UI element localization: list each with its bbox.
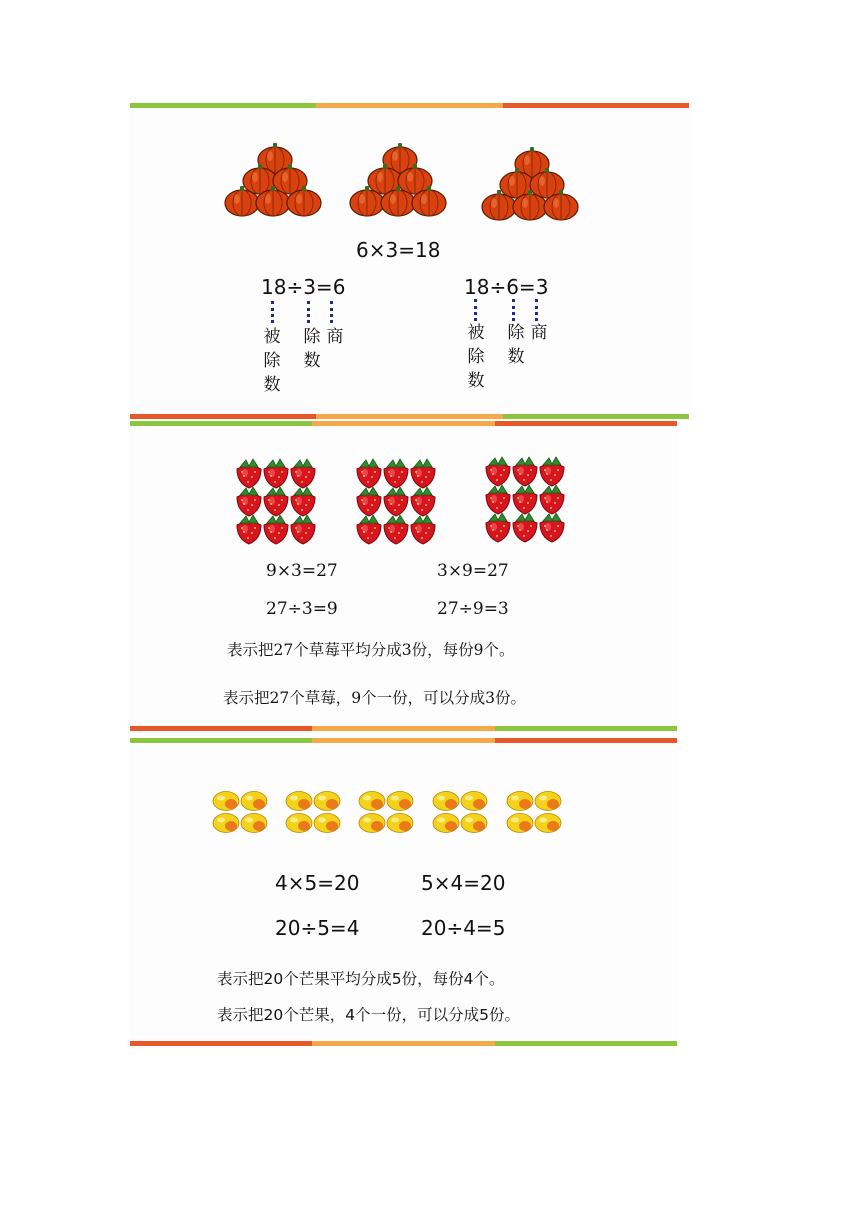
mango-group-3 [358, 790, 416, 836]
mango-group-4 [432, 790, 490, 836]
strawberry-icon [513, 457, 537, 486]
strawberry-icon [540, 513, 564, 542]
mango-icon [507, 792, 533, 811]
mango-group-2 [285, 790, 343, 836]
multiplication-equation: 6×3=18 [356, 238, 441, 262]
mango-icon [241, 792, 267, 811]
dotted-connector [512, 299, 515, 321]
top-color-bar [130, 103, 689, 108]
dividend-label: 被 除 数 [467, 323, 485, 391]
mango-icon [359, 814, 385, 833]
dotted-connector [474, 299, 477, 321]
strawberry-icon [540, 457, 564, 486]
strawberry-icon [291, 487, 315, 516]
mango-icon [461, 792, 487, 811]
mango-icon [286, 792, 312, 811]
mango-icon [213, 792, 239, 811]
dotted-connector [271, 301, 274, 323]
multiplication-equation-left: 9×3=27 [266, 561, 338, 581]
mango-icon [535, 792, 561, 811]
top-color-bar [130, 421, 677, 426]
strawberry-icon [411, 459, 435, 488]
strawberry-group-3 [484, 455, 568, 543]
mango-icon [213, 814, 239, 833]
division-equation-left: 18÷3=6 [261, 275, 346, 299]
strawberry-division-panel [130, 421, 677, 733]
pumpkin-group-3 [482, 150, 582, 230]
strawberry-icon [237, 515, 261, 544]
explanation-sentence-2: 表示把20个芒果，4个一份，可以分成5份。 [217, 1006, 520, 1024]
mango-icon [461, 814, 487, 833]
dividend-label: 被 除 数 [263, 327, 281, 395]
mango-icon [535, 814, 561, 833]
mango-icon [286, 814, 312, 833]
division-equation-right: 27÷9=3 [437, 599, 509, 619]
mango-division-panel [130, 738, 677, 1048]
pumpkin-group-2 [350, 146, 450, 226]
strawberry-icon [237, 459, 261, 488]
bottom-color-bar [130, 726, 677, 731]
strawberry-icon [357, 515, 381, 544]
strawberry-icon [513, 485, 537, 514]
top-color-bar [130, 738, 677, 743]
strawberry-icon [264, 459, 288, 488]
strawberry-icon [384, 515, 408, 544]
division-equation-left: 20÷5=4 [275, 916, 360, 940]
explanation-sentence-1: 表示把27个草莓平均分成3份，每份9个。 [227, 641, 515, 659]
quotient-label: 商 [530, 323, 548, 343]
explanation-sentence-1: 表示把20个芒果平均分成5份，每份4个。 [217, 970, 505, 988]
mango-icon [241, 814, 267, 833]
strawberry-icon [384, 459, 408, 488]
strawberry-icon [264, 487, 288, 516]
strawberry-icon [411, 515, 435, 544]
mango-icon [359, 792, 385, 811]
dotted-connector [535, 299, 538, 321]
division-equation-right: 18÷6=3 [464, 275, 549, 299]
mango-icon [507, 814, 533, 833]
mango-icon [433, 814, 459, 833]
division-equation-left: 27÷3=9 [266, 599, 338, 619]
strawberry-icon [264, 515, 288, 544]
mango-group-1 [212, 790, 270, 836]
mango-group-5 [506, 790, 564, 836]
strawberry-icon [486, 513, 510, 542]
bottom-color-bar [130, 1041, 677, 1046]
division-equation-right: 20÷4=5 [421, 916, 506, 940]
strawberry-icon [486, 457, 510, 486]
strawberry-icon [486, 485, 510, 514]
strawberry-group-1 [235, 457, 319, 545]
mango-icon [387, 814, 413, 833]
multiplication-equation-left: 4×5=20 [275, 871, 360, 895]
pumpkin-division-panel [130, 103, 689, 420]
mango-icon [314, 792, 340, 811]
bottom-color-bar [130, 414, 689, 419]
strawberry-icon [291, 515, 315, 544]
strawberry-icon [540, 485, 564, 514]
strawberry-icon [357, 487, 381, 516]
explanation-sentence-2: 表示把27个草莓，9个一份，可以分成3份。 [223, 689, 526, 707]
strawberry-icon [291, 459, 315, 488]
mango-icon [387, 792, 413, 811]
divisor-label: 除 数 [303, 327, 321, 371]
mango-icon [314, 814, 340, 833]
strawberry-icon [237, 487, 261, 516]
strawberry-group-2 [355, 457, 439, 545]
divisor-label: 除 数 [507, 323, 525, 367]
dotted-connector [307, 301, 310, 323]
multiplication-equation-right: 3×9=27 [437, 561, 509, 581]
strawberry-icon [357, 459, 381, 488]
mango-icon [433, 792, 459, 811]
dotted-connector [330, 301, 333, 323]
multiplication-equation-right: 5×4=20 [421, 871, 506, 895]
quotient-label: 商 [326, 327, 344, 347]
pumpkin-group-1 [225, 146, 325, 226]
strawberry-icon [411, 487, 435, 516]
strawberry-icon [384, 487, 408, 516]
strawberry-icon [513, 513, 537, 542]
